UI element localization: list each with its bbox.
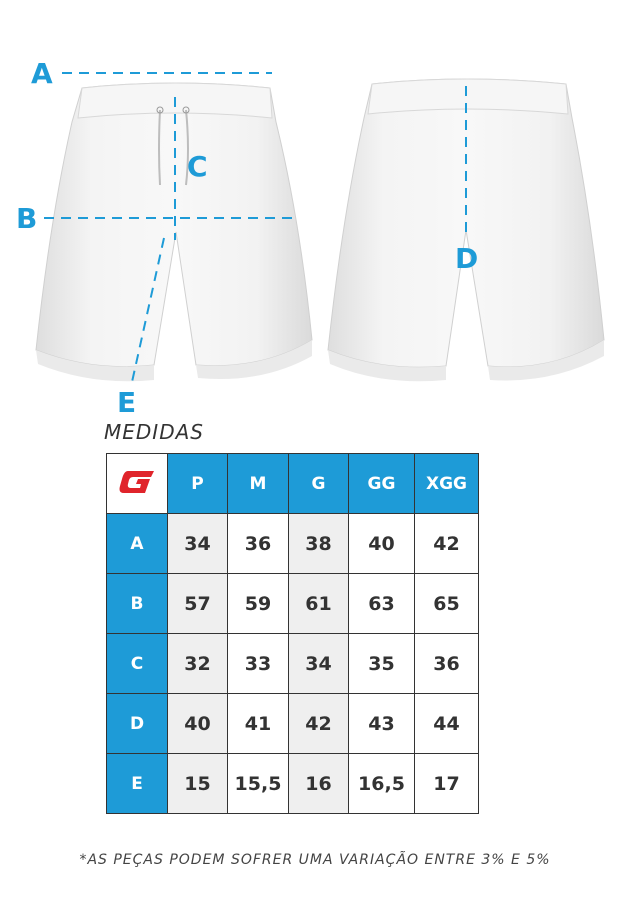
header-size-p: P — [168, 454, 228, 514]
cell-e-p: 15 — [168, 754, 228, 814]
cell-c-xgg: 36 — [415, 634, 479, 694]
cell-b-gg: 63 — [349, 574, 415, 634]
brand-logo-cell — [107, 454, 168, 514]
header-size-m: M — [228, 454, 289, 514]
cell-b-p: 57 — [168, 574, 228, 634]
header-size-gg: GG — [349, 454, 415, 514]
row-label-a: A — [107, 514, 168, 574]
cell-d-m: 41 — [228, 694, 289, 754]
cell-b-m: 59 — [228, 574, 289, 634]
cell-c-g: 34 — [289, 634, 349, 694]
table-row — [107, 634, 479, 694]
cell-e-m: 15,5 — [228, 754, 289, 814]
cell-d-xgg: 44 — [415, 694, 479, 754]
label-b: B — [16, 202, 38, 235]
table-row — [107, 574, 479, 634]
row-label-c: C — [107, 634, 168, 694]
cell-a-m: 36 — [228, 514, 289, 574]
cell-d-gg: 43 — [349, 694, 415, 754]
cell-c-p: 32 — [168, 634, 228, 694]
cell-a-gg: 40 — [349, 514, 415, 574]
label-c: C — [187, 150, 208, 183]
row-label-b: B — [107, 574, 168, 634]
variation-note: *AS PEÇAS PODEM SOFRER UMA VARIAÇÃO ENTRE 3% E 5% — [79, 852, 551, 868]
size-table — [106, 453, 479, 814]
brand-logo — [118, 469, 156, 495]
label-d: D — [455, 242, 479, 275]
header-size-xgg: XGG — [415, 454, 479, 514]
cell-d-g: 42 — [289, 694, 349, 754]
cell-e-gg: 16,5 — [349, 754, 415, 814]
cell-e-xgg: 17 — [415, 754, 479, 814]
label-a: A — [31, 57, 53, 90]
shorts-illustration — [0, 0, 630, 420]
cell-b-xgg: 65 — [415, 574, 479, 634]
front-shorts — [36, 83, 312, 381]
table-row — [107, 754, 479, 814]
cell-d-p: 40 — [168, 694, 228, 754]
cell-c-gg: 35 — [349, 634, 415, 694]
cell-a-p: 34 — [168, 514, 228, 574]
header-row — [107, 454, 479, 514]
table-row — [107, 514, 479, 574]
label-e: E — [117, 386, 137, 419]
cell-a-g: 38 — [289, 514, 349, 574]
cell-b-g: 61 — [289, 574, 349, 634]
row-label-d: D — [107, 694, 168, 754]
cell-c-m: 33 — [228, 634, 289, 694]
table-row — [107, 694, 479, 754]
table-title: MEDIDAS — [104, 420, 204, 444]
cell-a-xgg: 42 — [415, 514, 479, 574]
row-label-e: E — [107, 754, 168, 814]
cell-e-g: 16 — [289, 754, 349, 814]
header-size-g: G — [289, 454, 349, 514]
